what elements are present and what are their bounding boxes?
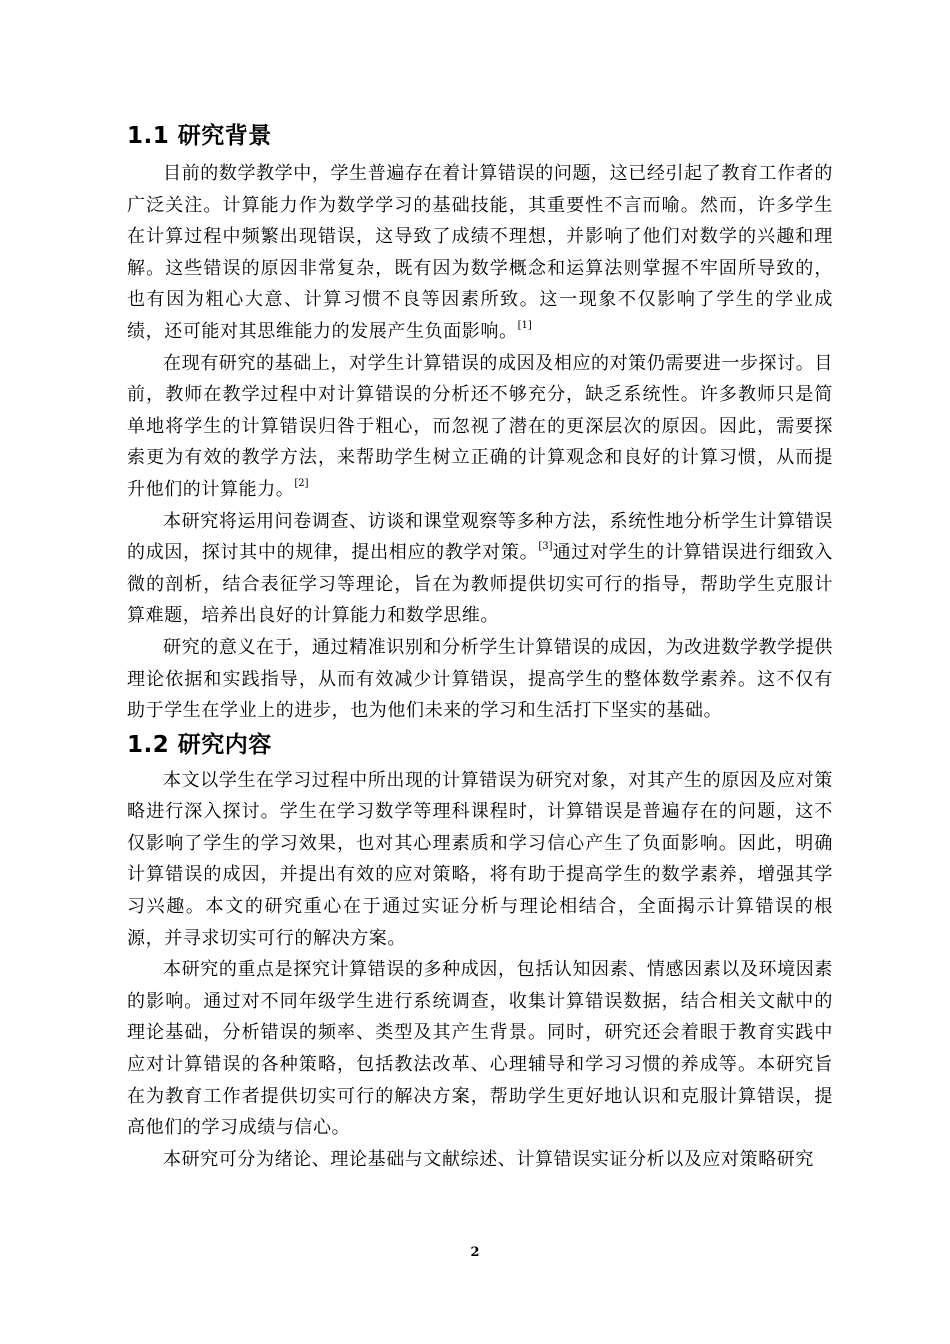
paragraph-text: 目前的数学教学中，学生普遍存在着计算错误的问题，这已经引起了教育工作者的广泛关注。计算能力作为数学学习的基础技能，其重要性不言而喻。然而，许多学生在计算过程中频繁出现错误，这导致了成绩不理想，并影响了他们对数学的兴趣和理解。这些错误的原因非常复杂，既有因为数学概念和运算法则掌握不牢固所导致的，也有因为粗心大意、计算习惯不良等因素所致。这一现象不仅影响了学生的学业成绩，还可能对其思维能力的发展产生负面影响。 (127, 163, 833, 342)
paragraph-text: 本文以学生在学习过程中所出现的计算错误为研究对象，对其产生的原因及应对策略进行深入探讨。学生在学习数学等理科课程时，计算错误是普遍存在的问题，这不仅影响了学生的学习效果，也对其心理素质和学习信心产生了负面影响。因此，明确计算错误的成因，并提出有效的应对策略，将有助于提高学生的数学素养，增强其学习兴趣。本文的研究重心在于通过实证分析与理论相结合，全面揭示计算错误的根源，并寻求切实可行的解决方案。 (127, 769, 833, 949)
paragraph (127, 632, 833, 727)
paragraph (127, 158, 833, 348)
paragraph (127, 348, 833, 506)
page-content (127, 118, 833, 1175)
paragraph-text: 在现有研究的基础上，对学生计算错误的成因及相应的对策仍需要进一步探讨。目前，教师在教学过程中对计算错误的分析还不够充分，缺乏系统性。许多教师只是简单地将学生的计算错误归咎于粗心，而忽视了潜在的更深层次的原因。因此，需要探索更为有效的教学方法，来帮助学生树立正确的计算观念和良好的计算习惯，从而提升他们的计算能力。 (127, 352, 833, 500)
paragraph (127, 765, 833, 955)
paragraph-text: 研究的意义在于，通过精准识别和分析学生计算错误的成因，为改进数学教学提供理论依据和实践指导，从而有效减少计算错误，提高学生的整体数学素养。这不仅有助于学生在学业上的进步，也为他们未来的学习和生活打下坚实的基础。 (127, 636, 833, 722)
paragraph-text-continued: 通过对学生的计算错误进行细致入微的剖析，结合表征学习等理论，旨在为教师提供切实可行的指导，帮助学生克服计算难题，培养出良好的计算能力和数学思维。 (127, 542, 833, 627)
citation-ref: [2] (294, 477, 309, 489)
paragraph (127, 506, 833, 632)
section-heading-content: 1.2 研究内容 (127, 731, 272, 758)
section-heading-background: 1.1 研究背景 (127, 123, 272, 149)
paragraph (127, 1144, 833, 1176)
paragraph-text: 本研究的重点是探究计算错误的多种成因，包括认知因素、情感因素以及环境因素的影响。通过对不同年级学生进行系统调查，收集计算错误数据，结合相关文献中的理论基础，分析错误的频率、类型及其产生背景。同时，研究还会着眼于教育实践中应对计算错误的各种策略，包括教法改革、心理辅导和学习习惯的养成等。本研究旨在为教育工作者提供切实可行的解决方案，帮助学生更好地认识和克服计算错误，提高他们的学习成绩与信心。 (127, 959, 833, 1139)
paragraph-text: 本研究可分为绪论、理论基础与文献综述、计算错误实证分析以及应对策略研究 (163, 1148, 814, 1170)
citation-ref: [3] (538, 541, 553, 553)
page-number: 2 (470, 1245, 480, 1260)
citation-ref: [1] (517, 319, 532, 331)
paragraph-text: 本研究将运用问卷调查、访谈和课堂观察等多种方法，系统性地分析学生计算错误的成因，探讨其中的规律，提出相应的教学对策。 (127, 510, 833, 564)
paragraph (127, 954, 833, 1144)
